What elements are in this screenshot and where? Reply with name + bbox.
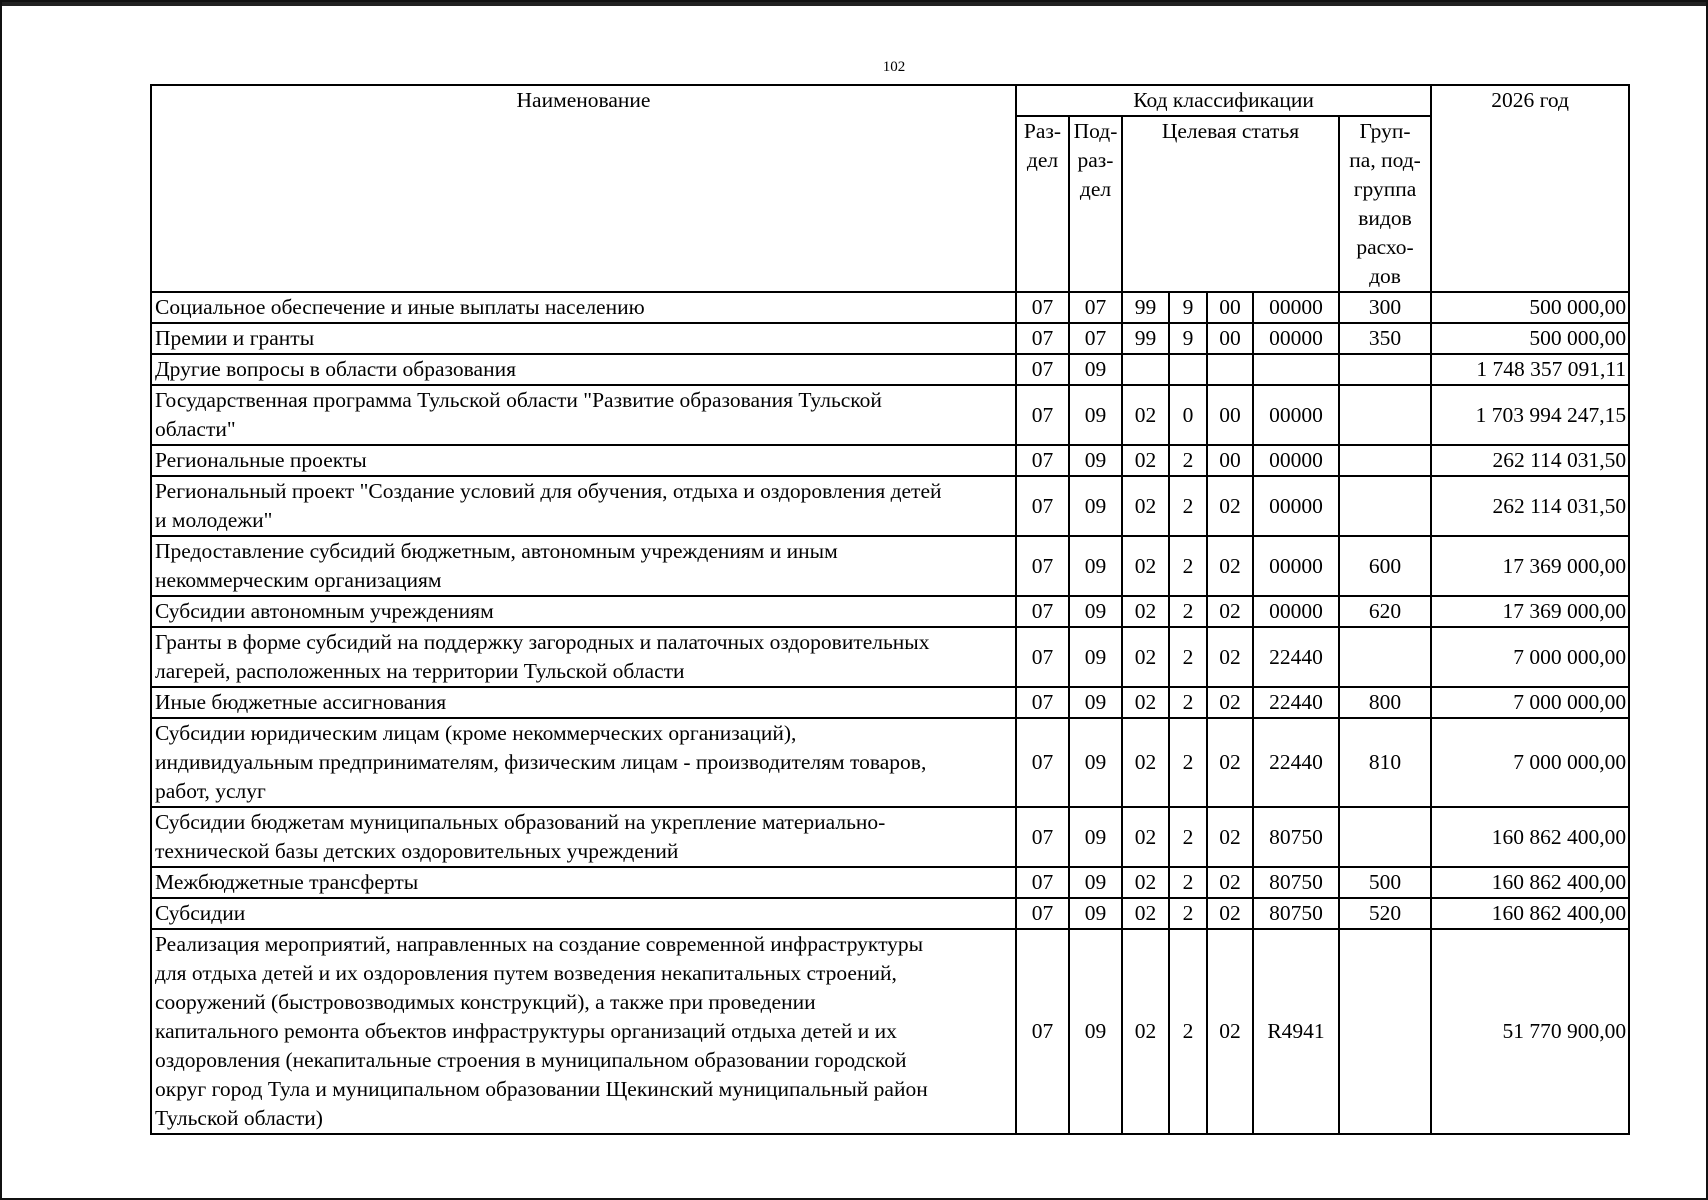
cell-name-line: Предоставление субсидий бюджетным, автономным учреждениям и иным bbox=[155, 539, 838, 563]
cell-name bbox=[151, 898, 1016, 929]
table-row bbox=[151, 385, 1629, 445]
cell-name-line: области" bbox=[155, 417, 236, 441]
cell-target-direction: 00 bbox=[1207, 323, 1253, 354]
cell-target-program: 02 bbox=[1122, 807, 1169, 867]
cell-podrazdel: 09 bbox=[1069, 596, 1122, 627]
cell-expense-group bbox=[1339, 445, 1431, 476]
header-name: Наименование bbox=[151, 85, 1016, 292]
cell-target-direction: 02 bbox=[1207, 807, 1253, 867]
header-year: 2026 год bbox=[1431, 85, 1629, 292]
cell-target-subprogram: 2 bbox=[1169, 807, 1207, 867]
cell-expense-group bbox=[1339, 354, 1431, 385]
table-row bbox=[151, 354, 1629, 385]
cell-name bbox=[151, 536, 1016, 596]
cell-expense-group: 520 bbox=[1339, 898, 1431, 929]
cell-amount: 7 000 000,00 bbox=[1431, 627, 1629, 687]
cell-name bbox=[151, 385, 1016, 445]
cell-name bbox=[151, 292, 1016, 323]
cell-name-line: Региональный проект "Создание условий для обучения, отдыха и оздоровления детей bbox=[155, 479, 942, 503]
cell-razdel: 07 bbox=[1016, 385, 1069, 445]
budget-table bbox=[150, 84, 1630, 1135]
cell-podrazdel: 07 bbox=[1069, 292, 1122, 323]
cell-amount: 160 862 400,00 bbox=[1431, 867, 1629, 898]
header-code-classification: Код классификации bbox=[1016, 85, 1431, 116]
cell-podrazdel: 09 bbox=[1069, 385, 1122, 445]
header-podrazdel bbox=[1069, 116, 1122, 292]
cell-target-program: 99 bbox=[1122, 292, 1169, 323]
cell-target-subprogram: 2 bbox=[1169, 898, 1207, 929]
cell-target-direction: 02 bbox=[1207, 476, 1253, 536]
cell-target-code bbox=[1253, 354, 1339, 385]
cell-razdel: 07 bbox=[1016, 292, 1069, 323]
cell-name-line: Социальное обеспечение и иные выплаты населению bbox=[155, 295, 645, 319]
cell-target-subprogram: 2 bbox=[1169, 627, 1207, 687]
cell-name-line: сооружений (быстровозводимых конструкций), а также при проведении bbox=[155, 990, 816, 1014]
cell-amount: 7 000 000,00 bbox=[1431, 687, 1629, 718]
header-podrazdel-line: Под- bbox=[1073, 119, 1118, 143]
cell-target-direction: 00 bbox=[1207, 385, 1253, 445]
cell-target-subprogram bbox=[1169, 354, 1207, 385]
header-group-line: па, под- bbox=[1349, 148, 1421, 172]
cell-amount: 262 114 031,50 bbox=[1431, 476, 1629, 536]
cell-target-code: 22440 bbox=[1253, 627, 1339, 687]
cell-name-line: Межбюджетные трансферты bbox=[155, 870, 419, 894]
cell-target-program: 02 bbox=[1122, 596, 1169, 627]
cell-podrazdel: 09 bbox=[1069, 718, 1122, 807]
cell-name bbox=[151, 476, 1016, 536]
cell-target-program: 02 bbox=[1122, 687, 1169, 718]
cell-name-line: Гранты в форме субсидий на поддержку загородных и палаточных оздоровительных bbox=[155, 630, 930, 654]
header-group-line: Груп- bbox=[1359, 119, 1411, 143]
cell-name-line: Иные бюджетные ассигнования bbox=[155, 690, 447, 714]
cell-name bbox=[151, 867, 1016, 898]
cell-target-program: 02 bbox=[1122, 898, 1169, 929]
cell-expense-group bbox=[1339, 385, 1431, 445]
cell-target-subprogram: 9 bbox=[1169, 292, 1207, 323]
table-row bbox=[151, 323, 1629, 354]
cell-name bbox=[151, 445, 1016, 476]
cell-target-direction: 02 bbox=[1207, 687, 1253, 718]
cell-name-line: некоммерческим организациям bbox=[155, 568, 442, 592]
cell-name-line: Субсидии бюджетам муниципальных образований на укрепление материально- bbox=[155, 810, 886, 834]
cell-name bbox=[151, 596, 1016, 627]
cell-expense-group: 800 bbox=[1339, 687, 1431, 718]
table-row bbox=[151, 929, 1629, 1134]
cell-name bbox=[151, 929, 1016, 1134]
cell-podrazdel: 09 bbox=[1069, 627, 1122, 687]
cell-target-code: 22440 bbox=[1253, 718, 1339, 807]
cell-razdel: 07 bbox=[1016, 596, 1069, 627]
cell-target-code: 00000 bbox=[1253, 445, 1339, 476]
cell-name-line: лагерей, расположенных на территории Тульской области bbox=[155, 659, 685, 683]
cell-razdel: 07 bbox=[1016, 867, 1069, 898]
cell-target-program: 02 bbox=[1122, 536, 1169, 596]
cell-name bbox=[151, 718, 1016, 807]
table-row bbox=[151, 596, 1629, 627]
cell-target-subprogram: 2 bbox=[1169, 476, 1207, 536]
cell-amount: 160 862 400,00 bbox=[1431, 898, 1629, 929]
cell-target-subprogram: 2 bbox=[1169, 867, 1207, 898]
cell-target-program: 99 bbox=[1122, 323, 1169, 354]
cell-podrazdel: 09 bbox=[1069, 354, 1122, 385]
cell-target-code: 00000 bbox=[1253, 476, 1339, 536]
cell-razdel: 07 bbox=[1016, 627, 1069, 687]
cell-razdel: 07 bbox=[1016, 536, 1069, 596]
header-group-line: расхо- bbox=[1356, 235, 1414, 259]
cell-expense-group: 600 bbox=[1339, 536, 1431, 596]
cell-expense-group bbox=[1339, 627, 1431, 687]
cell-target-code: 00000 bbox=[1253, 292, 1339, 323]
cell-razdel: 07 bbox=[1016, 687, 1069, 718]
cell-amount: 51 770 900,00 bbox=[1431, 929, 1629, 1134]
cell-target-program: 02 bbox=[1122, 627, 1169, 687]
cell-target-direction: 02 bbox=[1207, 596, 1253, 627]
cell-target-program: 02 bbox=[1122, 867, 1169, 898]
cell-name-line: Субсидии bbox=[155, 901, 246, 925]
cell-expense-group bbox=[1339, 476, 1431, 536]
cell-expense-group: 350 bbox=[1339, 323, 1431, 354]
cell-name-line: для отдыха детей и их оздоровления путем возведения некапитальных строений, bbox=[155, 961, 897, 985]
cell-name-line: Премии и гранты bbox=[155, 326, 315, 350]
cell-target-code: 00000 bbox=[1253, 536, 1339, 596]
cell-target-program: 02 bbox=[1122, 929, 1169, 1134]
cell-amount: 7 000 000,00 bbox=[1431, 718, 1629, 807]
cell-target-code: 00000 bbox=[1253, 385, 1339, 445]
cell-name-line: Государственная программа Тульской области "Развитие образования Тульской bbox=[155, 388, 882, 412]
table-row bbox=[151, 292, 1629, 323]
cell-name-line: капитального ремонта объектов инфраструктуры организаций отдыха детей и их bbox=[155, 1019, 897, 1043]
cell-target-direction: 02 bbox=[1207, 718, 1253, 807]
cell-target-code: 00000 bbox=[1253, 323, 1339, 354]
cell-razdel: 07 bbox=[1016, 718, 1069, 807]
cell-target-subprogram: 9 bbox=[1169, 323, 1207, 354]
cell-expense-group: 810 bbox=[1339, 718, 1431, 807]
table-row bbox=[151, 627, 1629, 687]
cell-target-subprogram: 0 bbox=[1169, 385, 1207, 445]
cell-name-line: технической базы детских оздоровительных учреждений bbox=[155, 839, 679, 863]
cell-name-line: Реализация мероприятий, направленных на создание современной инфраструктуры bbox=[155, 932, 924, 956]
cell-expense-group: 620 bbox=[1339, 596, 1431, 627]
cell-target-program bbox=[1122, 354, 1169, 385]
cell-name-line: Другие вопросы в области образования bbox=[155, 357, 516, 381]
cell-expense-group bbox=[1339, 807, 1431, 867]
cell-target-subprogram: 2 bbox=[1169, 929, 1207, 1134]
cell-podrazdel: 09 bbox=[1069, 867, 1122, 898]
cell-name-line: Тульской области) bbox=[155, 1106, 323, 1130]
cell-target-code: 80750 bbox=[1253, 867, 1339, 898]
cell-podrazdel: 07 bbox=[1069, 323, 1122, 354]
cell-target-subprogram: 2 bbox=[1169, 536, 1207, 596]
cell-razdel: 07 bbox=[1016, 929, 1069, 1134]
cell-razdel: 07 bbox=[1016, 807, 1069, 867]
cell-target-direction: 00 bbox=[1207, 292, 1253, 323]
cell-target-code: 22440 bbox=[1253, 687, 1339, 718]
cell-amount: 500 000,00 bbox=[1431, 292, 1629, 323]
cell-name-line: индивидуальным предпринимателям, физическим лицам - производителям товаров, bbox=[155, 750, 927, 774]
cell-amount: 1 748 357 091,11 bbox=[1431, 354, 1629, 385]
header-expense-group bbox=[1339, 116, 1431, 292]
cell-target-code: 80750 bbox=[1253, 898, 1339, 929]
table-row bbox=[151, 445, 1629, 476]
cell-target-subprogram: 2 bbox=[1169, 687, 1207, 718]
cell-name-line: Субсидии автономным учреждениям bbox=[155, 599, 494, 623]
cell-name-line: округ город Тула и муниципальном образовании Щекинский муниципальный район bbox=[155, 1077, 928, 1101]
cell-amount: 1 703 994 247,15 bbox=[1431, 385, 1629, 445]
cell-target-subprogram: 2 bbox=[1169, 718, 1207, 807]
cell-razdel: 07 bbox=[1016, 445, 1069, 476]
cell-target-code: 80750 bbox=[1253, 807, 1339, 867]
cell-target-direction: 00 bbox=[1207, 445, 1253, 476]
cell-razdel: 07 bbox=[1016, 354, 1069, 385]
cell-podrazdel: 09 bbox=[1069, 687, 1122, 718]
cell-amount: 17 369 000,00 bbox=[1431, 536, 1629, 596]
cell-name bbox=[151, 354, 1016, 385]
cell-target-code: 00000 bbox=[1253, 596, 1339, 627]
table-row bbox=[151, 476, 1629, 536]
table-row bbox=[151, 807, 1629, 867]
cell-name bbox=[151, 627, 1016, 687]
table-row bbox=[151, 867, 1629, 898]
cell-target-direction: 02 bbox=[1207, 627, 1253, 687]
cell-target-direction: 02 bbox=[1207, 867, 1253, 898]
header-razdel bbox=[1016, 116, 1069, 292]
cell-name-line: Региональные проекты bbox=[155, 448, 367, 472]
cell-amount: 262 114 031,50 bbox=[1431, 445, 1629, 476]
header-podrazdel-line: раз- bbox=[1077, 148, 1114, 172]
cell-razdel: 07 bbox=[1016, 898, 1069, 929]
cell-target-code: R4941 bbox=[1253, 929, 1339, 1134]
cell-amount: 17 369 000,00 bbox=[1431, 596, 1629, 627]
table-row bbox=[151, 898, 1629, 929]
cell-target-direction: 02 bbox=[1207, 536, 1253, 596]
cell-podrazdel: 09 bbox=[1069, 807, 1122, 867]
header-row-1 bbox=[151, 85, 1629, 116]
cell-expense-group bbox=[1339, 929, 1431, 1134]
cell-amount: 160 862 400,00 bbox=[1431, 807, 1629, 867]
cell-razdel: 07 bbox=[1016, 323, 1069, 354]
cell-target-direction bbox=[1207, 354, 1253, 385]
cell-name-line: Субсидии юридическим лицам (кроме некоммерческих организаций), bbox=[155, 721, 797, 745]
cell-target-program: 02 bbox=[1122, 718, 1169, 807]
cell-expense-group: 300 bbox=[1339, 292, 1431, 323]
cell-name-line: и молодежи" bbox=[155, 508, 273, 532]
cell-name-line: работ, услуг bbox=[155, 779, 266, 803]
cell-target-program: 02 bbox=[1122, 445, 1169, 476]
cell-podrazdel: 09 bbox=[1069, 898, 1122, 929]
header-target-article: Целевая статья bbox=[1122, 116, 1339, 292]
cell-target-direction: 02 bbox=[1207, 929, 1253, 1134]
table-row bbox=[151, 687, 1629, 718]
cell-target-direction: 02 bbox=[1207, 898, 1253, 929]
cell-razdel: 07 bbox=[1016, 476, 1069, 536]
cell-name bbox=[151, 323, 1016, 354]
table-row bbox=[151, 718, 1629, 807]
cell-name bbox=[151, 807, 1016, 867]
header-group-line: группа bbox=[1353, 177, 1417, 201]
table-row bbox=[151, 536, 1629, 596]
header-group-line: видов bbox=[1358, 206, 1412, 230]
cell-target-subprogram: 2 bbox=[1169, 445, 1207, 476]
header-podrazdel-line: дел bbox=[1079, 177, 1112, 201]
cell-amount: 500 000,00 bbox=[1431, 323, 1629, 354]
page-number: 102 bbox=[882, 59, 906, 75]
cell-podrazdel: 09 bbox=[1069, 476, 1122, 536]
header-razdel-line: Раз- bbox=[1023, 119, 1062, 143]
cell-expense-group: 500 bbox=[1339, 867, 1431, 898]
header-razdel-line: дел bbox=[1026, 148, 1059, 172]
cell-target-program: 02 bbox=[1122, 385, 1169, 445]
cell-podrazdel: 09 bbox=[1069, 445, 1122, 476]
cell-podrazdel: 09 bbox=[1069, 929, 1122, 1134]
cell-target-subprogram: 2 bbox=[1169, 596, 1207, 627]
cell-name bbox=[151, 687, 1016, 718]
cell-name-line: оздоровления (некапитальные строения в муниципальном образовании городской bbox=[155, 1048, 907, 1072]
cell-target-program: 02 bbox=[1122, 476, 1169, 536]
cell-podrazdel: 09 bbox=[1069, 536, 1122, 596]
header-group-line: дов bbox=[1369, 264, 1401, 288]
